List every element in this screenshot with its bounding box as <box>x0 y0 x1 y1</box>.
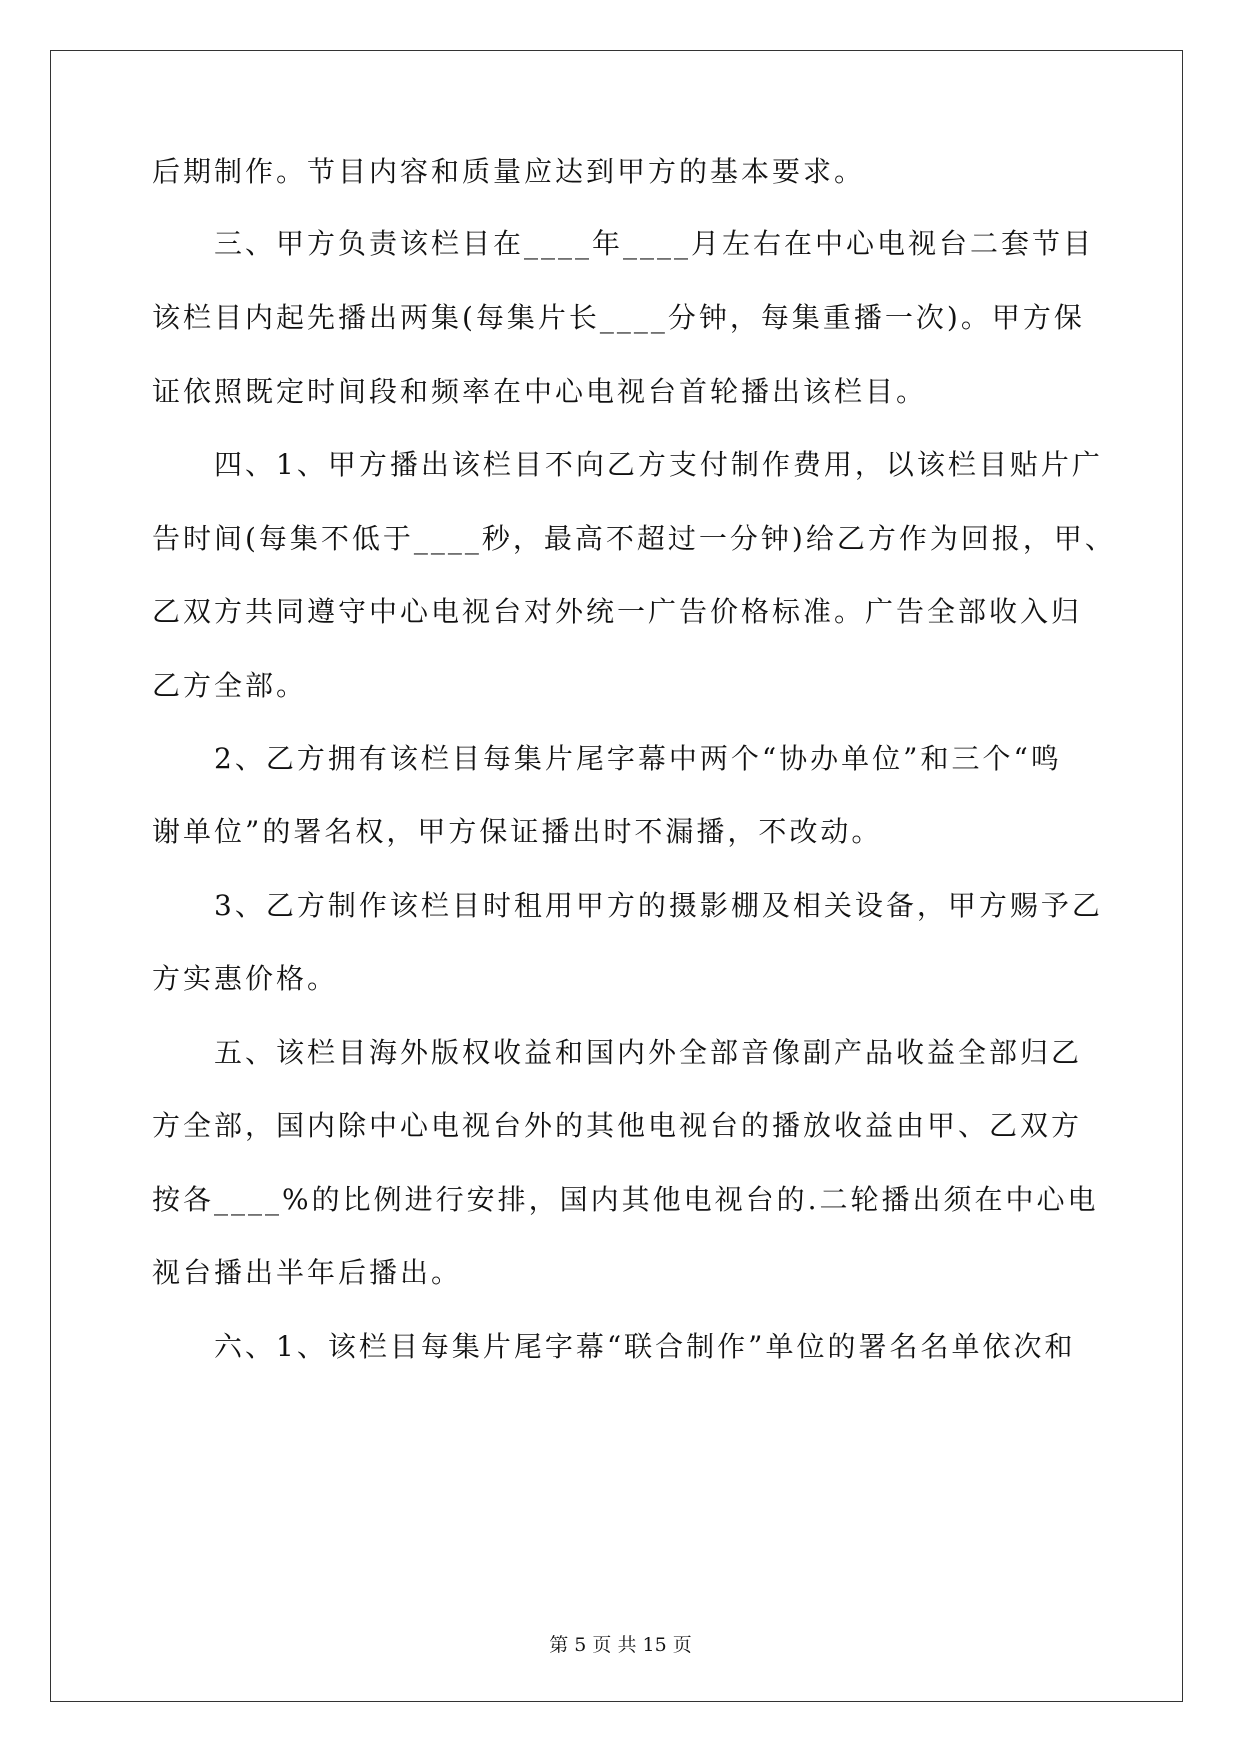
text-line: 告时间(每集不低于____秒，最高不超过一分钟)给乙方作为回报，甲、 <box>152 522 1116 555</box>
text-line: 2、乙方拥有该栏目每集片尾字幕中两个“协办单位”和三个“鸣 <box>214 742 1062 775</box>
text-line: 四、1、甲方播出该栏目不向乙方支付制作费用，以该栏目贴片广 <box>214 448 1103 481</box>
text-line: 三、甲方负责该栏目在____年____月左右在中心电视台二套节目 <box>214 227 1095 260</box>
text-line: 证依照既定时间段和频率在中心电视台首轮播出该栏目。 <box>152 375 928 408</box>
text-line: 乙双方共同遵守中心电视台对外统一广告价格标准。广告全部收入归 <box>152 595 1083 628</box>
text-line: 视台播出半年后播出。 <box>152 1256 463 1289</box>
text-line: 六、1、该栏目每集片尾字幕“联合制作”单位的署名名单依次和 <box>214 1330 1076 1363</box>
text-line: 按各____%的比例进行安排，国内其他电视台的.二轮播出须在中心电 <box>152 1183 1099 1216</box>
text-line: 3、乙方制作该栏目时租用甲方的摄影棚及相关设备，甲方赐予乙 <box>214 889 1103 922</box>
page-number: 第 5 页 共 15 页 <box>549 1634 692 1656</box>
text-line: 谢单位”的署名权，甲方保证播出时不漏播，不改动。 <box>152 815 883 848</box>
text-line: 后期制作。节目内容和质量应达到甲方的基本要求。 <box>152 155 866 188</box>
text-line: 乙方全部。 <box>152 669 308 702</box>
text-line: 该栏目内起先播出两集(每集片长____分钟，每集重播一次)。甲方保 <box>152 301 1085 334</box>
text-line: 五、该栏目海外版权收益和国内外全部音像副产品收益全部归乙 <box>214 1036 1083 1069</box>
text-line: 方实惠价格。 <box>152 962 339 995</box>
text-line: 方全部，国内除中心电视台外的其他电视台的播放收益由甲、乙双方 <box>152 1109 1083 1142</box>
